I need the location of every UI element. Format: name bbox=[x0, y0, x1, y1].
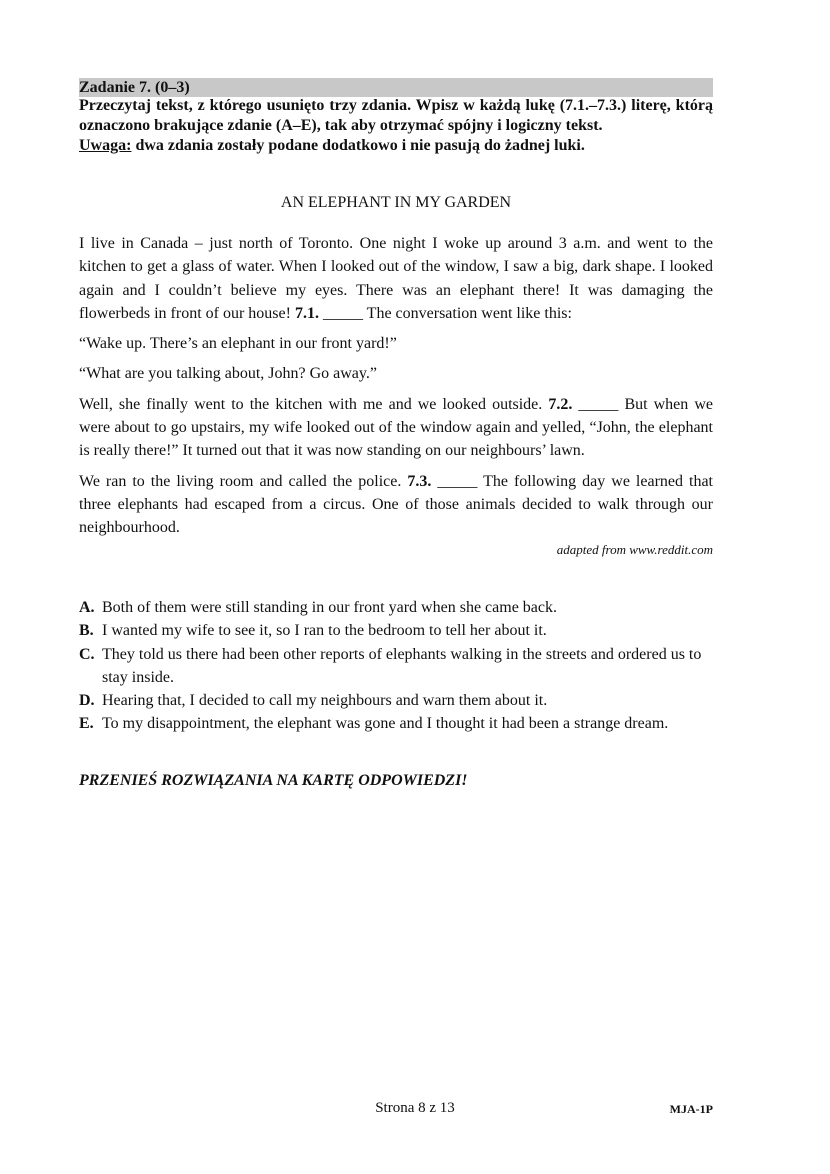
story-text bbox=[79, 232, 713, 561]
text: Well, she finally went to the kitchen with me and we looked outside. bbox=[79, 395, 549, 413]
gap-7-1: 7.1. bbox=[294, 304, 319, 322]
text: We ran to the living room and called the police. bbox=[79, 472, 408, 490]
text: _____ The conversation went like this: bbox=[318, 304, 572, 322]
option-text: To my disappointment, the elephant was gone and I thought it had been a strange dream. bbox=[102, 715, 669, 733]
paragraph bbox=[79, 232, 713, 325]
gap-7-2: 7.2. bbox=[548, 395, 573, 413]
transfer-instruction: PRZENIEŚ ROZWIĄZANIA NA KARTĘ ODPOWIEDZI! bbox=[79, 772, 468, 789]
option-text: They told us there had been other reports of elephants walking in the streets and ordered us to stay inside. bbox=[102, 645, 702, 686]
option-text: Hearing that, I decided to call my neighbours and warn them about it. bbox=[102, 692, 548, 710]
story-title: AN ELEPHANT IN MY GARDEN bbox=[280, 194, 512, 211]
gap-7-3: 7.3. bbox=[407, 472, 432, 490]
option-text: I wanted my wife to see it, so I ran to the bedroom to tell her about it. bbox=[102, 622, 547, 640]
option-letter: D. bbox=[79, 692, 95, 710]
text: _____ The following day we learned that three elephants had escaped from a circus. One of those animals decided to walk through our neighbourhood. bbox=[79, 472, 713, 537]
page-number: Strona 8 z 13 bbox=[375, 1100, 455, 1116]
option-e bbox=[79, 712, 713, 735]
source-credit: adapted from www.reddit.com bbox=[556, 541, 713, 557]
option-text: Both of them were still standing in our front yard when she came back. bbox=[102, 599, 557, 616]
note-label: Uwaga: bbox=[79, 137, 132, 154]
paragraph bbox=[79, 393, 713, 463]
instruction-text: Przeczytaj tekst, z którego usunięto trzy zdania. Wpisz w każdą lukę (7.1.–7.3.) literę, którą oznaczono brakujące zdanie (A–E), tak aby otrzymać spójny i logiczny tekst. bbox=[79, 97, 713, 134]
option-b bbox=[79, 619, 713, 642]
text: _____ But when we were about to go upstairs, my wife looked out of the window again and yelled, “John, the elephant is really there!” It turned out that it was now standing on our neighbours’ lawn. bbox=[79, 395, 713, 460]
task-instruction bbox=[79, 96, 713, 156]
paragraph bbox=[79, 470, 713, 540]
text: I live in Canada – just north of Toronto. One night I woke up around 3 a.m. and went to the kitchen to get a glass of water. When I looked out of the window, I saw a big, dark shape. I looked again and I couldn’t believe my eyes. There was an elephant there! It was damaging the flowerbeds in front of our house! bbox=[79, 235, 713, 322]
options-list bbox=[79, 596, 713, 736]
option-letter: B. bbox=[79, 622, 94, 640]
paragraph: “What are you talking about, John? Go away.” bbox=[79, 365, 377, 383]
exam-code: MJA-1P bbox=[669, 1102, 713, 1116]
option-d bbox=[79, 689, 713, 712]
paragraph: “Wake up. There’s an elephant in our front yard!” bbox=[79, 335, 397, 353]
option-a bbox=[79, 596, 713, 619]
option-letter: A. bbox=[79, 599, 95, 616]
task-header: Zadanie 7. (0–3) bbox=[79, 78, 713, 97]
note-text: dwa zdania zostały podane dodatkowo i nie pasują do żadnej luki. bbox=[131, 137, 585, 154]
option-letter: E. bbox=[79, 715, 94, 733]
option-c bbox=[79, 643, 713, 690]
option-letter: C. bbox=[79, 645, 95, 663]
